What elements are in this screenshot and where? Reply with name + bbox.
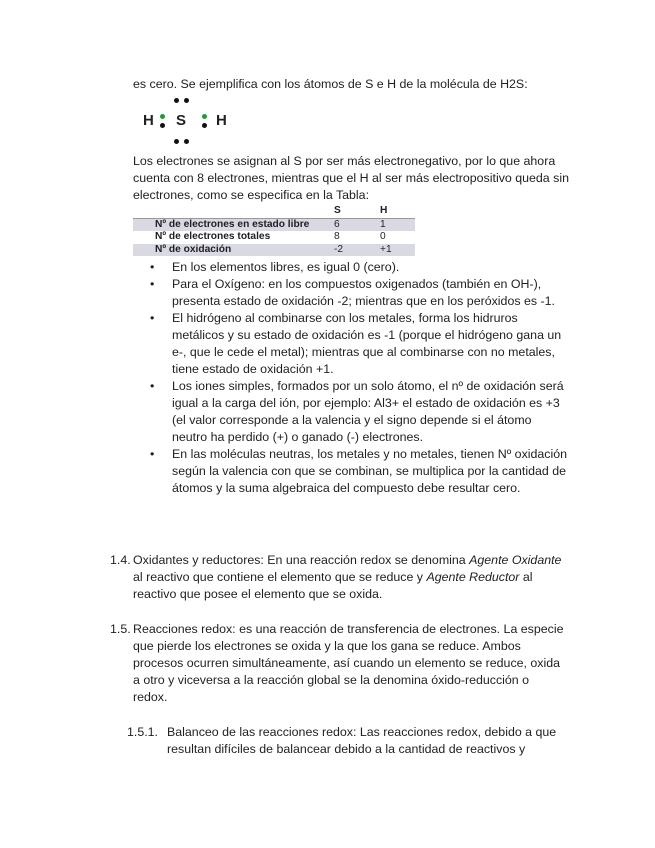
- list-item-text: Los iones simples, formados por un solo átomo, el nº de oxidación será igual a la carga del ión, por ejemplo: Al3+ el estado de oxidación es +3 (el valor corresponde a la valencia y el signo depende si el átomo neutro ha perdido (+) o ganado (-) electrones.: [172, 379, 564, 444]
- table-cell: 8: [334, 231, 340, 242]
- table-row: [133, 218, 415, 231]
- lewis-dot: [174, 139, 179, 144]
- lewis-dot: [160, 114, 165, 119]
- lewis-dot: [202, 123, 207, 128]
- table-cell: +1: [374, 244, 415, 257]
- oxidation-rules-list: [150, 259, 570, 497]
- bullet: •: [150, 379, 155, 393]
- electron-table: [133, 205, 415, 256]
- section-number: 1.5.: [110, 622, 131, 636]
- table-cell: -2: [328, 244, 374, 257]
- italic-term: Agente Reductor: [426, 570, 520, 584]
- list-item-text: Para el Oxígeno: en los compuestos oxigenados (también en OH-), presenta estado de oxidación -2; mientras que en los peróxidos es -1.: [172, 277, 555, 308]
- section-number: 1.4.: [110, 553, 131, 567]
- table-cell: Nº de electrones totales: [155, 231, 271, 242]
- bullet: •: [150, 447, 155, 461]
- bullet: •: [150, 260, 155, 274]
- lewis-atom-s: S: [176, 112, 187, 129]
- lewis-dot: [174, 98, 179, 103]
- table-row: [133, 231, 415, 244]
- electron-paragraph: Los electrones se asignan al S por ser más electronegativo, por lo que ahora cuenta con 8 electrones, mientras que el H al ser más electropositivo queda sin electrones, como se especifica en la Tabla:: [133, 154, 569, 202]
- h2s-lewis-structure: [140, 96, 232, 148]
- table-header-cell: [133, 205, 328, 218]
- italic-term: Agente Oxidante: [469, 553, 562, 567]
- section-number: 1.5.1.: [127, 725, 159, 739]
- table-cell: Nº de oxidación: [133, 244, 328, 257]
- lewis-dot: [202, 114, 207, 119]
- bullet: •: [150, 277, 155, 291]
- list-item-text: En los elementos libres, es igual 0 (cero).: [172, 260, 400, 274]
- list-item: [150, 310, 570, 378]
- list-item: [150, 276, 570, 310]
- table-cell: Nº de electrones en estado libre: [133, 218, 328, 231]
- table-header-cell: H: [380, 205, 388, 216]
- section-text: [133, 552, 566, 603]
- table-header-row: [133, 205, 415, 218]
- text-run: al reactivo que posee el elemento que se oxida.: [133, 570, 533, 601]
- lewis-atom-h-right: H: [216, 112, 227, 129]
- list-item: [150, 259, 570, 276]
- bullet: •: [150, 311, 155, 325]
- table-cell: 0: [380, 231, 386, 242]
- table-row: [133, 244, 415, 257]
- text-run: al reactivo que contiene el elemento que se reduce y: [133, 570, 427, 584]
- section-text: Reacciones redox: es una reacción de transferencia de electrones. La especie que pierde los electrones se oxida y la que los gana se reduce. Ambos procesos ocurren simultáneamente, así cuando un elemento se reduce, oxida a otro y viceversa a la reacción global se la denomina óxido-reducción o redox.: [133, 622, 564, 704]
- intro-line: es cero. Se ejemplifica con los átomos de S e H de la molécula de H2S:: [133, 77, 528, 91]
- lewis-dot: [184, 139, 189, 144]
- table-cell: 6: [328, 218, 374, 231]
- lewis-dot: [160, 123, 165, 128]
- table-header-cell: S: [334, 205, 341, 216]
- text-run: Oxidantes y reductores: En una reacción redox se denomina: [133, 553, 470, 567]
- lewis-atom-h-left: H: [143, 112, 154, 129]
- list-item: [150, 446, 570, 497]
- section-text: Balanceo de las reacciones redox: Las reacciones redox, debido a que resultan difíciles de balancear debido a la cantidad de reactivos y: [167, 725, 557, 756]
- table-cell: 1: [374, 218, 415, 231]
- list-item-text: En las moléculas neutras, los metales y no metales, tienen Nº oxidación según la valencia con que se combinan, se multiplica por la cantidad de átomos y la suma algebraica del compuesto debe resultar cero.: [172, 447, 568, 495]
- list-item: [150, 378, 570, 446]
- list-item-text: El hidrógeno al combinarse con los metales, forma los hidruros metálicos y su estado de oxidación es -1 (porque el hidrógeno gana un e-, que le cede el metal); mientras que al combinarse con no metales, tiene estado de oxidación +1.: [172, 311, 562, 376]
- lewis-dot: [184, 98, 189, 103]
